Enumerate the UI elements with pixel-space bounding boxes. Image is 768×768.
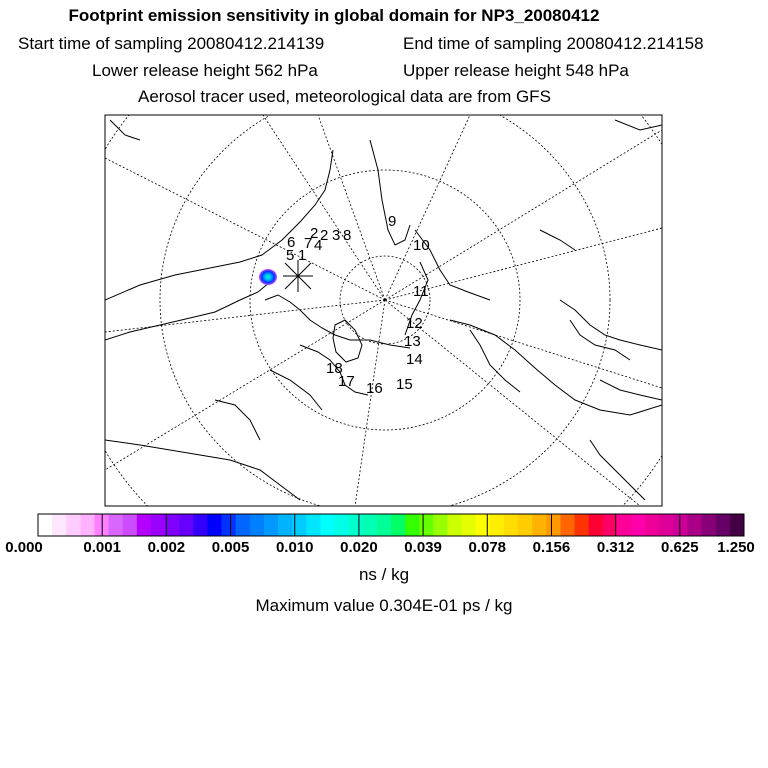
colorbar-swatch	[631, 514, 646, 536]
colorbar-swatch	[207, 514, 222, 536]
track-label-3: 3	[332, 227, 341, 244]
track-label-5: 5	[286, 247, 295, 264]
colorbar-swatch	[730, 514, 745, 536]
track-label-4: 4	[314, 237, 323, 254]
track-label-12: 12	[406, 315, 423, 332]
colorbar-swatch	[137, 514, 152, 536]
colorbar-swatch	[193, 514, 208, 536]
colorbar-swatch	[433, 514, 448, 536]
colorbar-swatch	[419, 514, 434, 536]
colorbar-tick-label: 0.002	[147, 539, 186, 556]
colorbar-swatch	[560, 514, 575, 536]
colorbar-tick-label: 0.312	[596, 539, 635, 556]
colorbar-swatch	[264, 514, 279, 536]
colorbar-swatch	[80, 514, 95, 536]
colorbar-tick-label: 0.625	[661, 539, 699, 556]
colorbar-tick-label: 0.010	[275, 539, 314, 556]
track-label-10: 10	[413, 237, 430, 254]
track-label-15: 15	[396, 376, 413, 393]
colorbar-tick-label: 1.250	[717, 539, 755, 556]
colorbar-tick-label: 0.000	[5, 539, 43, 556]
tracer-note: Aerosol tracer used, meteorological data are from GFS	[138, 87, 551, 106]
emission-sensitivity-plume	[259, 269, 277, 285]
colorbar-swatch	[109, 514, 124, 536]
colorbar-swatch	[391, 514, 406, 536]
colorbar-swatch	[66, 514, 81, 536]
track-label-11: 11	[413, 283, 429, 300]
colorbar-swatch	[476, 514, 491, 536]
track-label-7: 7	[304, 235, 313, 252]
release-point-cross-marker	[283, 260, 313, 292]
track-label-18: 18	[326, 360, 343, 377]
colorbar-swatch	[165, 514, 180, 536]
track-label-8: 8	[343, 227, 352, 244]
start-time: Start time of sampling 20080412.214139	[18, 34, 325, 53]
track-label-13: 13	[404, 333, 421, 350]
colorbar	[38, 514, 745, 536]
colorbar-swatch	[504, 514, 519, 536]
colorbar-swatch	[123, 514, 138, 536]
colorbar-swatch	[349, 514, 364, 536]
track-label-14: 14	[406, 351, 423, 368]
colorbar-swatch	[179, 514, 194, 536]
end-time: End time of sampling 20080412.214158	[403, 34, 704, 53]
plot-title: Footprint emission sensitivity in global domain for NP3_20080412	[68, 6, 600, 25]
colorbar-swatch	[589, 514, 604, 536]
lower-release-height: Lower release height 562 hPa	[92, 61, 318, 80]
colorbar-swatch	[363, 514, 378, 536]
track-label-6: 6	[287, 234, 296, 251]
colorbar-swatch	[645, 514, 660, 536]
meridian-lines	[105, 115, 662, 506]
colorbar-swatch	[38, 514, 53, 536]
colorbar-swatch	[405, 514, 420, 536]
colorbar-swatch	[447, 514, 462, 536]
colorbar-swatch	[688, 514, 703, 536]
colorbar-swatch	[659, 514, 674, 536]
colorbar-swatch	[250, 514, 265, 536]
colorbar-tick-label: 0.020	[340, 539, 378, 556]
colorbar-swatch	[335, 514, 350, 536]
colorbar-swatch	[151, 514, 166, 536]
colorbar-swatch	[278, 514, 293, 536]
colorbar-tick-label: 0.039	[404, 539, 442, 556]
map-frame	[105, 115, 662, 506]
colorbar-swatch	[546, 514, 561, 536]
track-label-1: 1	[298, 247, 307, 264]
colorbar-swatch	[575, 514, 590, 536]
colorbar-tick-label: 0.005	[211, 539, 250, 556]
colorbar-swatch	[673, 514, 688, 536]
colorbar-swatch	[222, 514, 237, 536]
colorbar-swatch	[702, 514, 717, 536]
colorbar-swatch	[306, 514, 321, 536]
track-label-2: 2	[310, 225, 319, 242]
colorbar-tick-label: 0.001	[83, 539, 121, 556]
coastlines	[105, 120, 662, 500]
colorbar-units: ns / kg	[358, 565, 410, 584]
colorbar-swatch	[236, 514, 251, 536]
colorbar-swatch	[462, 514, 477, 536]
track-label-17: 17	[338, 373, 355, 390]
colorbar-swatch	[716, 514, 731, 536]
track-label-16: 16	[366, 380, 383, 397]
colorbar-swatch	[617, 514, 632, 536]
colorbar-tick-label: 0.156	[532, 539, 571, 556]
colorbar-swatch	[490, 514, 505, 536]
track-label-9: 9	[388, 213, 397, 230]
colorbar-tick-label: 0.078	[468, 539, 507, 556]
colorbar-swatch	[518, 514, 533, 536]
colorbar-swatch	[320, 514, 335, 536]
maximum-value-text: Maximum value 0.304E-01 ps / kg	[255, 596, 513, 615]
colorbar-swatch	[52, 514, 67, 536]
trajectory-labels	[286, 213, 430, 397]
upper-release-height: Upper release height 548 hPa	[403, 61, 629, 80]
colorbar-swatch	[532, 514, 547, 536]
colorbar-swatch	[377, 514, 392, 536]
track-label-2b: 2	[320, 227, 329, 244]
